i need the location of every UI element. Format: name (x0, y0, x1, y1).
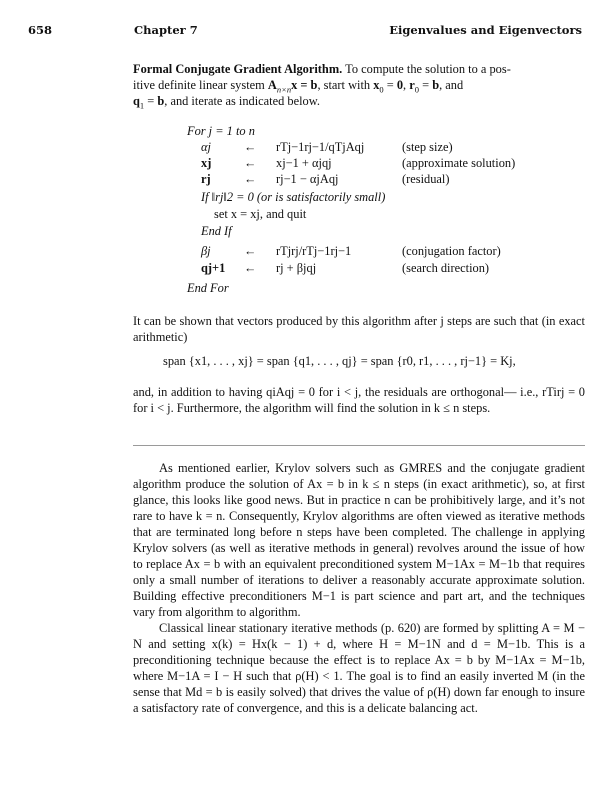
step-lhs: βj (201, 244, 211, 258)
intro-line-3: $q_1 = b$, and iterate as indicated below. (133, 94, 320, 111)
intro-line-2: itive definite linear system $A_{n\times n}x = b$, start with $x_0 = 0$, $r_0 = b$, and (133, 78, 464, 95)
step-note: (step size) (402, 140, 453, 154)
for-line: For j = 1 to n (187, 124, 255, 138)
algorithm-intro (133, 61, 585, 109)
orthogonality-text: and, in addition to having qiAqj = 0 for i < j, the residuals are orthogonal— i.e., rTirj = 0 for i < j. Furthermore, the algorithm will find the solution in k ≤ n steps. (133, 385, 585, 415)
set-line: set x = xj, and quit (214, 207, 307, 221)
step-lhs: αj (201, 140, 211, 154)
body-paragraph-2: Classical linear stationary iterative methods (p. 620) are formed by splitting A = M − N and setting x(k) = Hx(k − 1) + d, where H = M−1N and d = M−1b. This is a preconditioning technique because the effect is to replace Ax = b by M−1Ax = M−1b, where M−1A = I − H such that ρ(H) < 1. The goal is to find an easily inverted M (in the sense that Md = b is easily solved) that drives the value of ρ(H) down far enough to insure a satisfactory rate of convergence, and this is a delicate balancing act. (133, 621, 585, 715)
step-note: (approximate solution) (402, 156, 516, 170)
post-text: It can be shown that vectors produced by this algorithm after j steps are such that (in exact arithmetic) (133, 314, 585, 344)
end-for-line: End For (187, 281, 229, 295)
step-expr: xj−1 + αjqj (276, 156, 332, 170)
step-arrow: ← (244, 261, 257, 275)
step-lhs: xj (201, 156, 212, 170)
body-text (133, 460, 585, 716)
if-line: If ‖rj‖2 = 0 (or is satisfactorily small) (201, 190, 386, 204)
step-lhs: qj+1 (201, 261, 226, 275)
step-note: (search direction) (402, 261, 490, 275)
page-header (28, 23, 582, 39)
post-algorithm-text (133, 313, 585, 345)
intro-line-1: Formal Conjugate Gradient Algorithm. To compute the solution to a pos- (133, 62, 511, 76)
step-arrow: ← (244, 140, 257, 154)
running-title: Eigenvalues and Eigenvectors (389, 23, 582, 37)
page-number: 658 (28, 23, 53, 37)
step-expr: rj + βjqj (276, 261, 317, 275)
orthogonality-paragraph (133, 384, 585, 416)
step-expr: rj−1 − αjAqj (276, 172, 339, 186)
step-arrow: ← (244, 156, 257, 170)
step-arrow: ← (244, 244, 257, 258)
end-if-line: End If (201, 224, 232, 238)
step-note: (conjugation factor) (402, 244, 501, 258)
step-arrow: ← (244, 172, 257, 186)
chapter-label: Chapter 7 (134, 23, 198, 37)
span-equation: span {x1, . . . , xj} = span {q1, . . . , qj} = span {r0, r1, . . . , rj−1} = Kj, (163, 354, 516, 368)
step-expr: rTjrj/rTj−1rj−1 (276, 244, 352, 258)
step-lhs: rj (201, 172, 211, 186)
body-paragraph-1: As mentioned earlier, Krylov solvers such as GMRES and the conjugate gradient algorithm produce the solution of Ax = b in k ≤ n steps (in exact arithmetic), so, at first glance, this looks like good news. But in practice n can be prohibitively large, and it’s not rare to have k = n. Consequently, Krylov algorithms are often viewed as iterative methods that are terminated long before n steps have been completed. The challenge in applying Krylov solvers (as well as iterative methods in general) revolves around the issue of how to replace Ax = b with an equivalent preconditioned system M−1Ax = M−1b that requires only a small number of iterations to deliver a reasonably accurate approximate solution. Building effective preconditioners M−1 is part science and part art, and the techniques vary from algorithm to algorithm. (133, 461, 585, 619)
section-divider (133, 445, 585, 446)
step-expr: rTj−1rj−1/qTjAqj (276, 140, 365, 154)
algorithm-heading: Formal Conjugate Gradient Algorithm. (133, 62, 343, 76)
step-note: (residual) (402, 172, 450, 186)
